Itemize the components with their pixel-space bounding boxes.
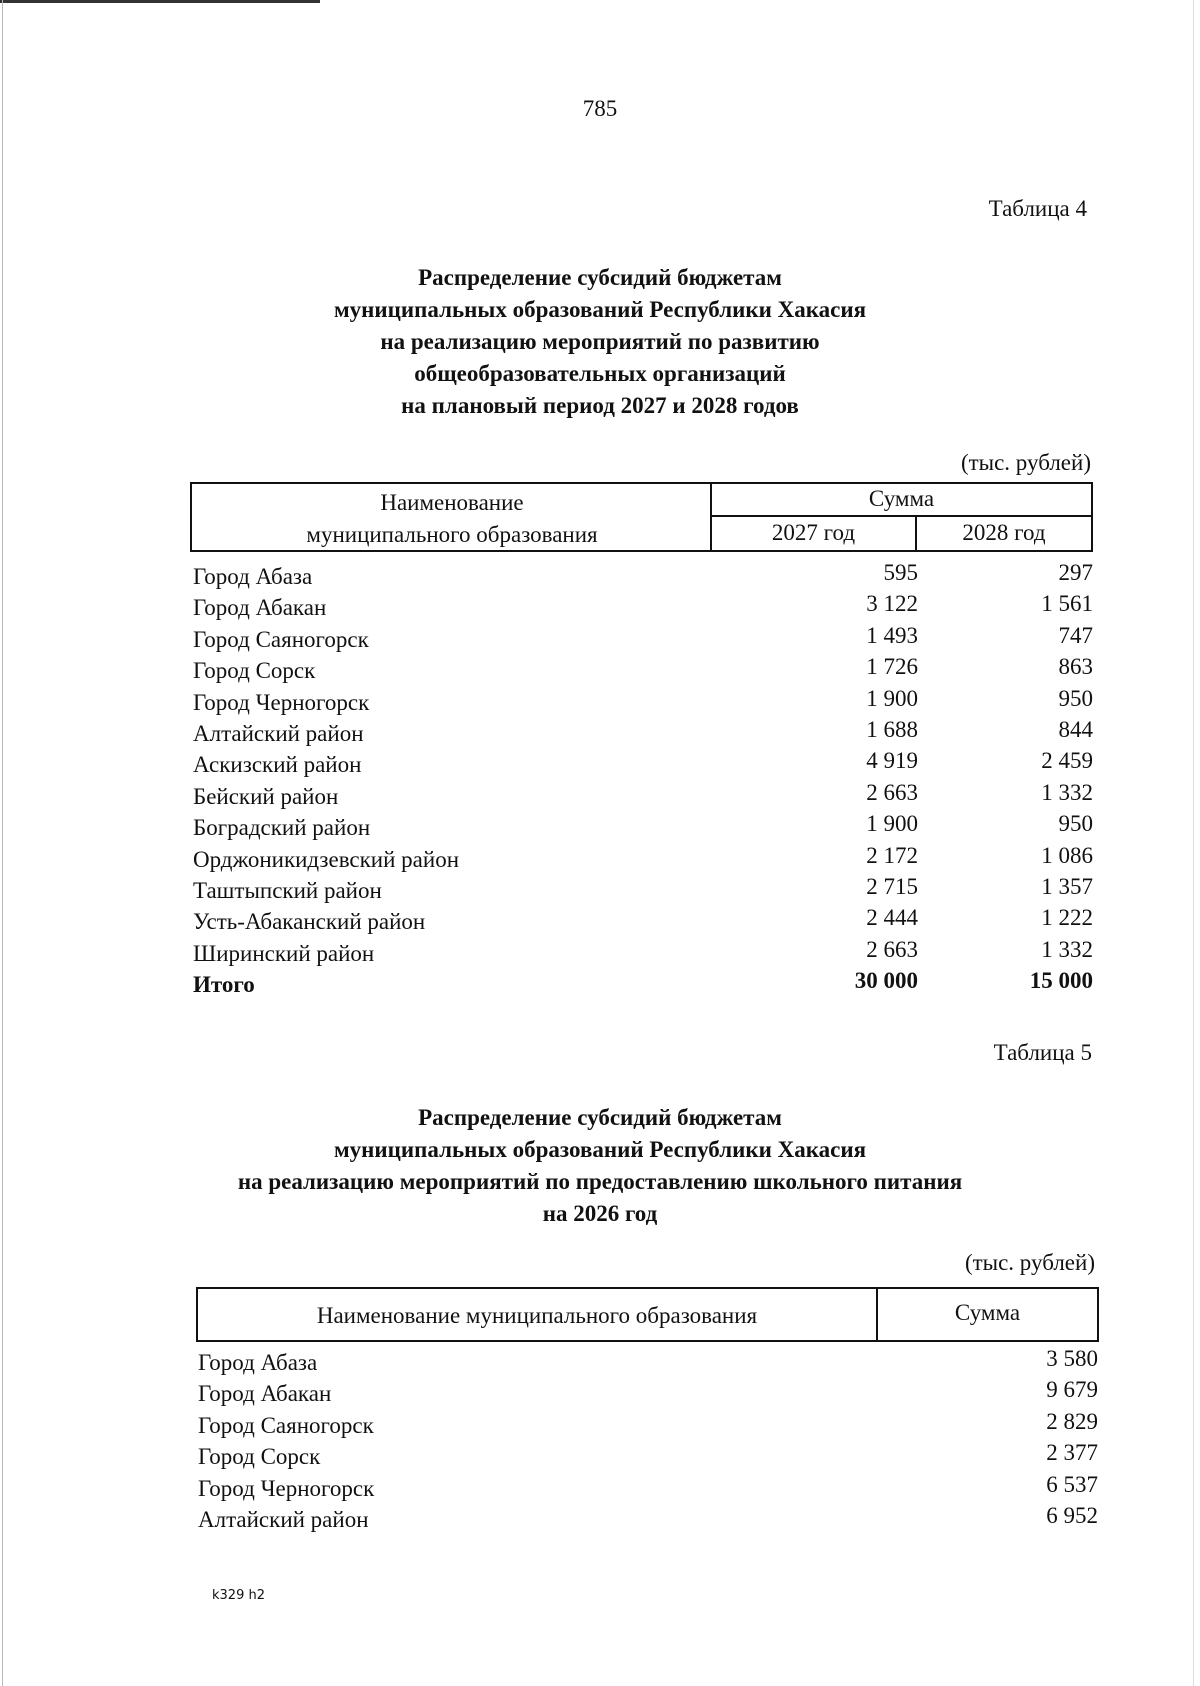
value-2027: 1 900 bbox=[866, 811, 918, 837]
value-2027: 2 444 bbox=[866, 905, 918, 931]
table4-units: (тыс. рублей) bbox=[960, 450, 1091, 475]
row-name: Алтайский район bbox=[198, 1507, 369, 1532]
table4-header-sum: Сумма bbox=[712, 484, 1091, 517]
value-sum: 9 679 bbox=[1046, 1377, 1098, 1403]
row-name: Город Абаза bbox=[193, 564, 313, 589]
value-2028: 950 bbox=[1058, 811, 1093, 837]
value-2027: 1 688 bbox=[866, 717, 918, 742]
row-name: Итого bbox=[193, 972, 255, 998]
table4-title-line: Распределение субсидий бюджетам bbox=[418, 265, 782, 290]
value-sum: 2 829 bbox=[1046, 1408, 1098, 1434]
footer-code: k329 h2 bbox=[212, 1588, 265, 1603]
scan-edge-top bbox=[0, 0, 320, 3]
value-2028: 2 459 bbox=[1041, 748, 1093, 774]
value-2028: 15 000 bbox=[1029, 968, 1093, 994]
row-name: Город Абаза bbox=[198, 1350, 318, 1375]
value-2028: 747 bbox=[1058, 622, 1093, 648]
row-name: Усть-Абаканский район bbox=[193, 909, 426, 935]
row-name: Город Саяногорск bbox=[193, 626, 369, 652]
table4-header-year-2027: 2027 год bbox=[712, 517, 917, 550]
table4-title-line: муниципальных образований Республики Хакасия bbox=[333, 297, 867, 322]
table5-title bbox=[0, 1102, 1200, 1230]
value-2028: 950 bbox=[1058, 685, 1093, 711]
value-sum: 2 377 bbox=[1046, 1440, 1098, 1466]
row-name: Ширинский район bbox=[193, 940, 375, 966]
row-name: Таштыпский район bbox=[193, 878, 382, 903]
scan-edge-right bbox=[1193, 0, 1194, 1686]
row-name: Бейский район bbox=[193, 783, 339, 809]
table5-units: (тыс. рублей) bbox=[964, 1250, 1095, 1275]
row-name: Город Саяногорск bbox=[198, 1412, 374, 1438]
row-name: Город Сорск bbox=[193, 658, 316, 684]
table5-title-line: на 2026 год bbox=[542, 1201, 658, 1226]
table4-header-name-line1: Наименование bbox=[380, 490, 524, 515]
value-sum: 6 537 bbox=[1046, 1471, 1098, 1497]
table4-caption: Таблица 4 bbox=[988, 196, 1087, 221]
row-name: Город Черногорск bbox=[193, 689, 370, 715]
table5-header-name: Наименование муниципального образования bbox=[198, 1289, 878, 1340]
row-name: Город Черногорск bbox=[198, 1475, 375, 1501]
value-2028: 863 bbox=[1058, 654, 1093, 680]
value-2027: 1 726 bbox=[866, 654, 918, 680]
table4-title-line: на реализацию мероприятий по развитию bbox=[380, 329, 820, 354]
value-2027: 1 900 bbox=[866, 685, 918, 711]
value-2027: 4 919 bbox=[866, 748, 918, 774]
table4-header-year-2028: 2028 год bbox=[962, 520, 1046, 545]
value-2028: 1 222 bbox=[1041, 905, 1093, 931]
row-name: Аскизский район bbox=[193, 752, 362, 778]
value-2028: 1 332 bbox=[1041, 779, 1093, 805]
table4-header bbox=[190, 482, 1093, 552]
value-2028: 297 bbox=[1058, 560, 1093, 585]
table5-header bbox=[196, 1287, 1099, 1342]
value-2027: 2 172 bbox=[866, 842, 918, 868]
table5-title-line: на реализацию мероприятий по предоставлению школьного питания bbox=[237, 1169, 963, 1194]
value-2027: 3 122 bbox=[866, 591, 918, 617]
row-name: Город Сорск bbox=[198, 1444, 321, 1470]
row-name: Боградский район bbox=[193, 815, 371, 841]
table4-title-line: на плановый период 2027 и 2028 годов bbox=[401, 393, 799, 418]
value-2027: 30 000 bbox=[854, 968, 918, 994]
table5-title-line: муниципальных образований Республики Хакасия bbox=[333, 1137, 867, 1162]
row-name: Город Абакан bbox=[198, 1381, 332, 1407]
row-name: Орджоникидзевский район bbox=[193, 846, 460, 872]
table5-header-sum: Сумма bbox=[954, 1300, 1021, 1325]
value-2027: 2 663 bbox=[866, 936, 918, 962]
value-2027: 2 663 bbox=[866, 779, 918, 805]
table5-caption: Таблица 5 bbox=[993, 1040, 1092, 1065]
value-2028: 1 357 bbox=[1041, 874, 1093, 899]
table4-header-name-line2: муниципального образования bbox=[306, 522, 598, 547]
table4-title bbox=[0, 262, 1200, 422]
value-sum: 6 952 bbox=[1046, 1503, 1098, 1528]
value-sum: 3 580 bbox=[1046, 1346, 1098, 1371]
table-row bbox=[198, 1503, 1098, 1539]
scan-edge-left bbox=[2, 0, 3, 1686]
table5-title-line: Распределение субсидий бюджетам bbox=[418, 1105, 782, 1130]
value-2028: 1 332 bbox=[1041, 936, 1093, 962]
value-2028: 1 561 bbox=[1041, 591, 1093, 617]
page-number: 785 bbox=[582, 96, 618, 121]
value-2028: 844 bbox=[1058, 717, 1093, 742]
value-2027: 1 493 bbox=[866, 622, 918, 648]
table4-title-line: общеобразовательных организаций bbox=[414, 361, 786, 386]
row-name: Алтайский район bbox=[193, 721, 364, 746]
value-2027: 595 bbox=[883, 560, 918, 585]
row-name: Город Абакан bbox=[193, 595, 327, 621]
table4-header-name-cell bbox=[192, 484, 712, 550]
value-2027: 2 715 bbox=[866, 874, 918, 899]
value-2028: 1 086 bbox=[1041, 842, 1093, 868]
table4-total-row bbox=[193, 968, 1093, 1004]
